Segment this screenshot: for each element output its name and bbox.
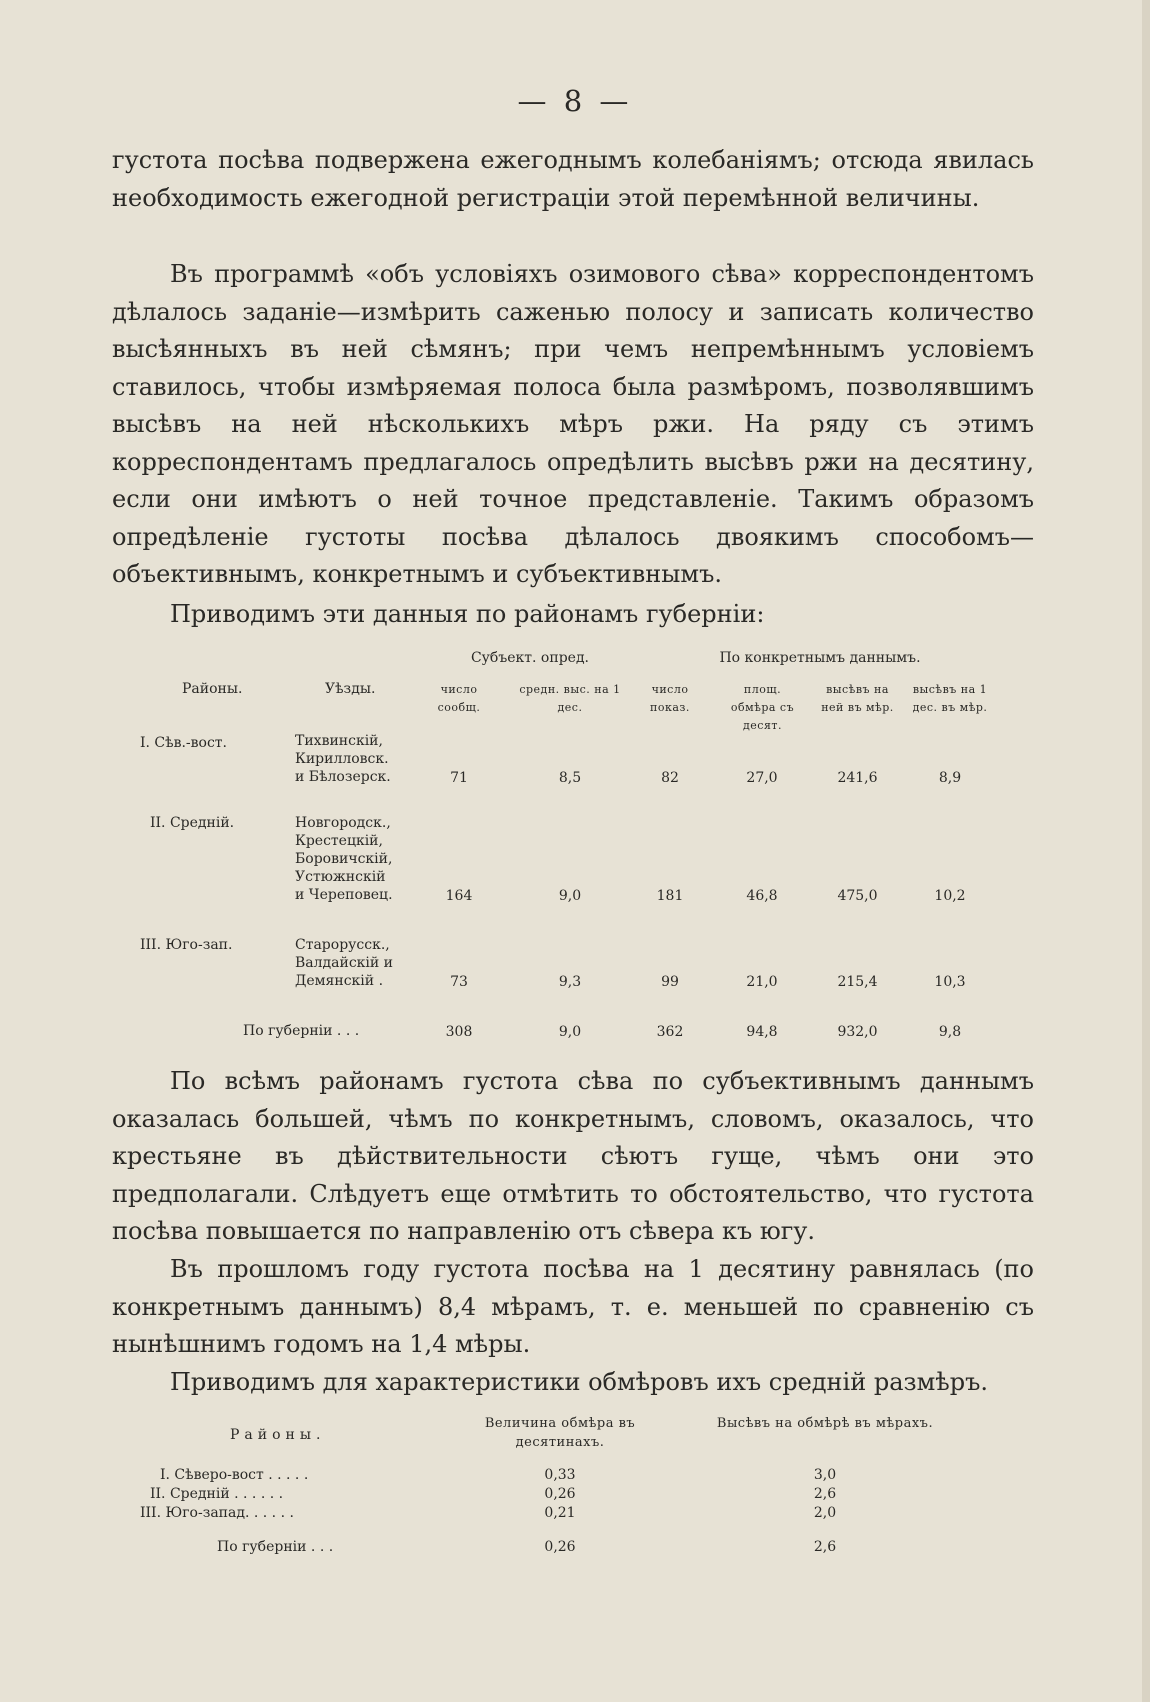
row3-uezd-2: Валдайскій и bbox=[295, 955, 394, 971]
row3-per: 10,3 bbox=[934, 974, 966, 990]
row2-uezd-5: и Череповец. bbox=[295, 887, 393, 903]
row1-uezd-3: и Бѣлозерск. bbox=[295, 769, 391, 785]
row2-n1: 164 bbox=[445, 888, 473, 904]
header-sown: высѣвъ на ней въ мѣр. bbox=[821, 683, 894, 714]
row2-per: 10,2 bbox=[934, 888, 966, 904]
t2-row3-sown: 2,0 bbox=[813, 1505, 837, 1521]
header-region: Районы. bbox=[182, 681, 243, 697]
t2-row1-sown: 3,0 bbox=[813, 1467, 837, 1483]
row3-n1: 73 bbox=[450, 974, 468, 990]
header-area: площ. обмѣра съ десят. bbox=[730, 683, 795, 732]
row3-uezd-1: Старорусск., bbox=[295, 937, 390, 953]
group-header-subjective: Субъект. опред. bbox=[470, 650, 590, 666]
total-per: 9,8 bbox=[938, 1024, 962, 1040]
row2-uezd-3: Боровичскій, bbox=[295, 851, 393, 867]
group-header-concrete: По конкретнымъ даннымъ. bbox=[719, 650, 921, 666]
header-avg-sown: средн. выс. на 1 дес. bbox=[519, 683, 621, 714]
total-avg: 9,0 bbox=[558, 1024, 582, 1040]
paragraph-4: Въ прошломъ году густота посѣва на 1 десятину равнялась (по конкретнымъ даннымъ) 8,4 мѣрамъ, т. е. меньшей по сравненію съ нынѣшнимъ годомъ на 1,4 мѣры. bbox=[112, 1255, 1034, 1358]
table1-intro: Приводимъ эти данныя по районамъ губерніи: bbox=[170, 600, 765, 628]
page-number: — 8 — bbox=[517, 84, 633, 118]
t2-row1-size: 0,33 bbox=[544, 1467, 576, 1483]
page-edge bbox=[1142, 0, 1150, 1702]
t2-total-sown: 2,6 bbox=[813, 1539, 837, 1555]
row1-n2: 82 bbox=[661, 770, 679, 786]
row3-area: 21,0 bbox=[746, 974, 778, 990]
t2-row2-sown: 2,6 bbox=[813, 1486, 837, 1502]
measurement-size-table bbox=[140, 1408, 1020, 1568]
total-area: 94,8 bbox=[746, 1024, 778, 1040]
row3-avg: 9,3 bbox=[558, 974, 582, 990]
paragraph-1: густота посѣва подвержена ежегоднымъ колебаніямъ; отсюда явилась необходимость ежегодной регистраціи этой перемѣнной величины. bbox=[112, 146, 1034, 212]
header-num-measures: число показ. bbox=[650, 683, 690, 714]
row2-area: 46,8 bbox=[746, 888, 778, 904]
row2-uezd-1: Новгородск., bbox=[295, 815, 391, 831]
total-n1: 308 bbox=[445, 1024, 473, 1040]
paragraph-3: По всѣмъ районамъ густота сѣва по субъективнымъ даннымъ оказалась большей, чѣмъ по конкретнымъ, словомъ, оказалось, что крестьяне въ дѣйствительности сѣютъ гуще, чѣмъ они это предполагали. Слѣдуетъ еще отмѣтить то обстоятельство, что густота посѣва повышается по направленію отъ сѣвера къ югу. bbox=[112, 1067, 1034, 1245]
row2-avg: 9,0 bbox=[558, 888, 582, 904]
row2-uezd-2: Крестецкій, bbox=[295, 833, 383, 849]
row1-region: I. Сѣв.-вост. bbox=[140, 735, 227, 751]
row2-n2: 181 bbox=[656, 888, 684, 904]
table2-intro: Приводимъ для характеристики обмѣровъ ихъ средній размѣръ. bbox=[170, 1368, 989, 1396]
t2-row3-size: 0,21 bbox=[544, 1505, 576, 1521]
row2-sown: 475,0 bbox=[837, 888, 878, 904]
t2-row1-region: I. Сѣверо-вост . . . . . bbox=[160, 1467, 309, 1483]
t2-total-size: 0,26 bbox=[544, 1539, 576, 1555]
row1-uezd-1: Тихвинскій, bbox=[295, 733, 383, 749]
t2-row2-region: II. Средній . . . . . . bbox=[150, 1486, 284, 1502]
header-num-reports: число сообщ. bbox=[437, 683, 481, 714]
t2-total-label: По губерніи . . . bbox=[217, 1539, 334, 1555]
total-sown: 932,0 bbox=[837, 1024, 878, 1040]
row1-uezd-2: Кирилловск. bbox=[295, 751, 389, 767]
row1-per: 8,9 bbox=[938, 770, 962, 786]
row3-sown: 215,4 bbox=[837, 974, 878, 990]
paragraph-2: Въ программѣ «объ условіяхъ озимового сѣва» корреспондентомъ дѣлалось заданіе—измѣрить саженью полосу и записать количество высѣянныхъ въ ней сѣмянъ; при чемъ непремѣннымъ условіемъ ставилось, чтобы измѣряемая полоса была размѣромъ, позволявшимъ высѣвъ на ней нѣсколькихъ мѣръ ржи. На ряду съ этимъ корреспондентамъ предлагалось опредѣлить высѣвъ ржи на десятину, если они имѣютъ о ней точное представленіе. Такимъ образомъ опредѣленіе густоты посѣва дѣлалось двоякимъ способомъ—объективнымъ, конкретнымъ и субъективнымъ. bbox=[112, 260, 1034, 588]
t2-header-size: Величина обмѣра въ десятинахъ. bbox=[484, 1416, 636, 1450]
t2-header-region: Районы. bbox=[230, 1427, 326, 1443]
t2-row2-size: 0,26 bbox=[544, 1486, 576, 1502]
row1-sown: 241,6 bbox=[837, 770, 878, 786]
row2-uezd-4: Устюжнскій bbox=[295, 869, 386, 885]
row2-region: II. Средній. bbox=[150, 815, 235, 831]
total-label: По губерніи . . . bbox=[243, 1023, 360, 1039]
header-uezd: Уѣзды. bbox=[325, 681, 376, 697]
total-n2: 362 bbox=[656, 1024, 684, 1040]
row1-n1: 71 bbox=[450, 770, 468, 786]
row1-area: 27,0 bbox=[746, 770, 778, 786]
header-per-desyatina: высѣвъ на 1 дес. въ мѣр. bbox=[912, 683, 988, 714]
row3-region: III. Юго-зап. bbox=[140, 937, 233, 953]
t2-row3-region: III. Юго-запад. . . . . . bbox=[140, 1505, 294, 1521]
row1-avg: 8,5 bbox=[558, 770, 582, 786]
row3-n2: 99 bbox=[661, 974, 679, 990]
sowing-density-table bbox=[140, 645, 1020, 1050]
t2-header-sown: Высѣвъ на обмѣрѣ въ мѣрахъ. bbox=[716, 1416, 934, 1431]
row3-uezd-3: Демянскій . bbox=[295, 973, 384, 989]
